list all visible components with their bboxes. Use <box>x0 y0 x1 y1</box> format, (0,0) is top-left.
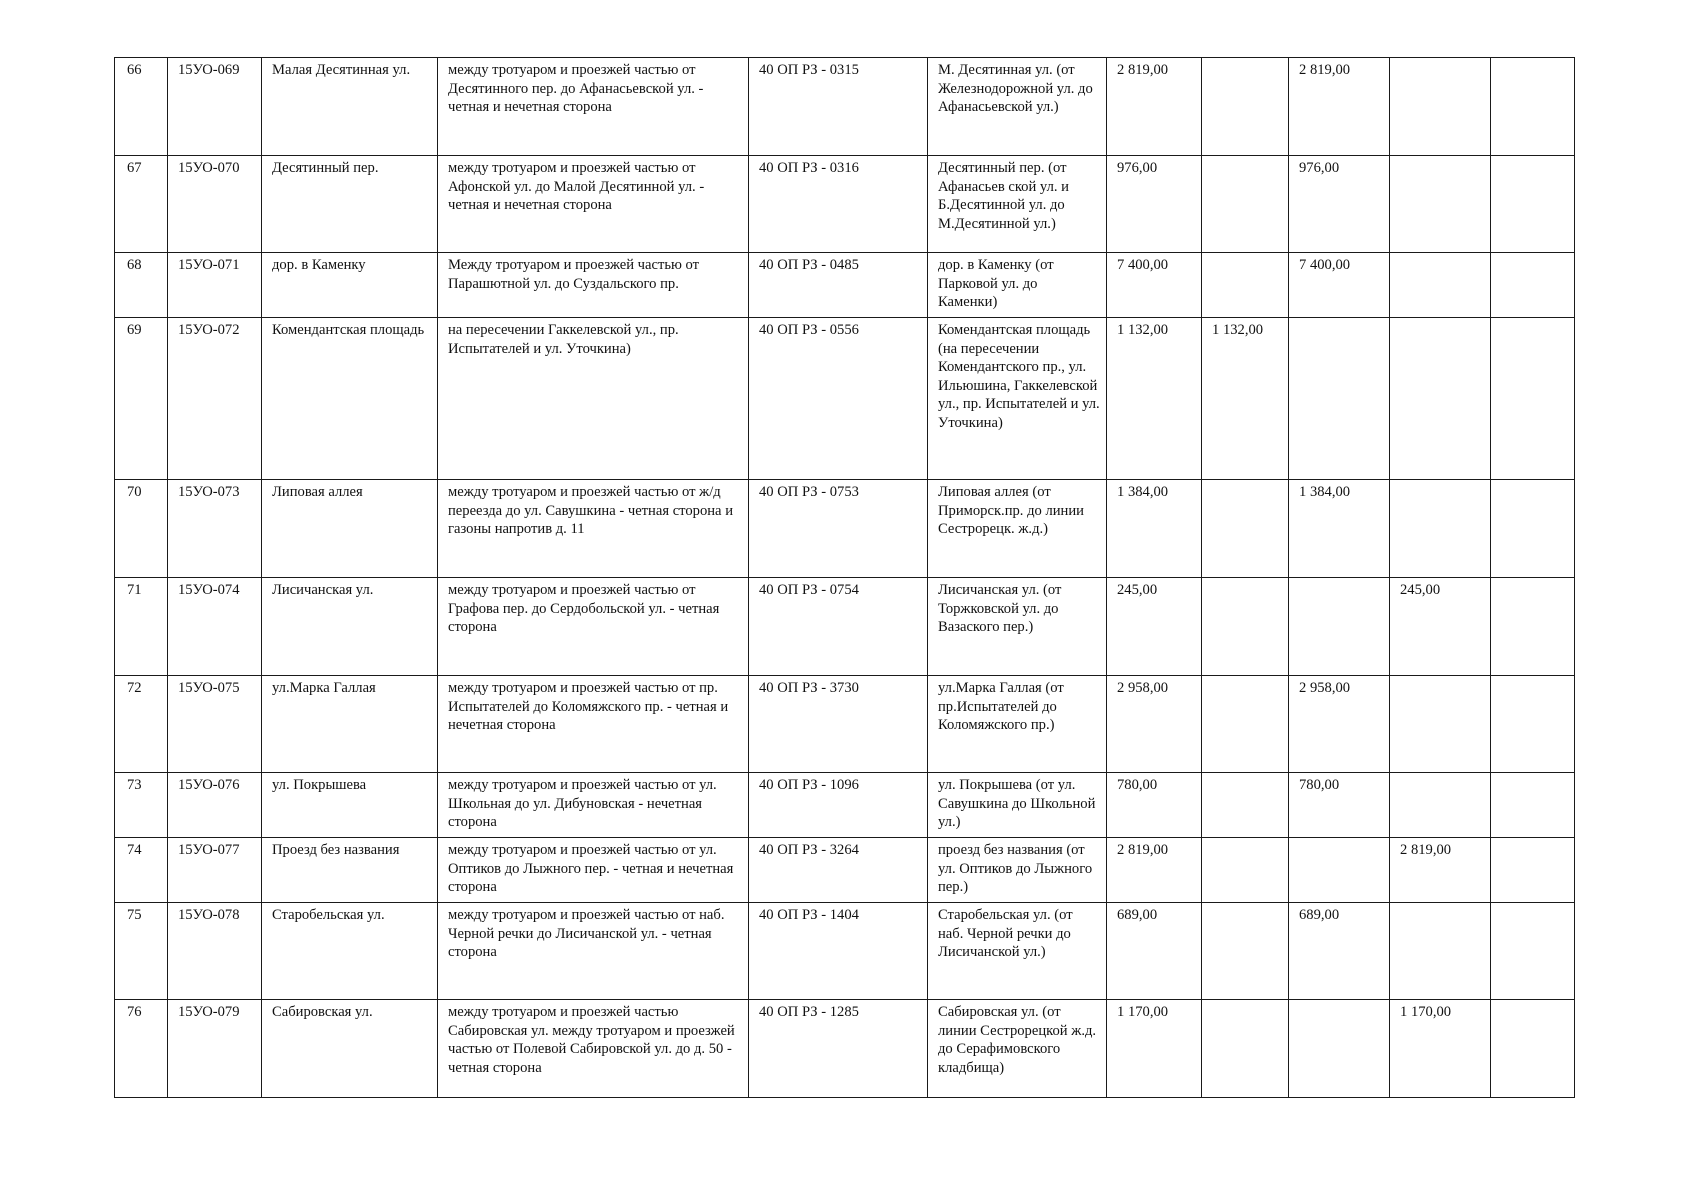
street-name-cell: ул. Покрышева <box>262 773 438 838</box>
location-cell: между тротуаром и проезжей частью Сабировская ул. между тротуаром и проезжей частью от Полевой Сабировской ул. до д. 50 - четная сторона <box>438 1000 749 1098</box>
location-cell: между тротуаром и проезжей частью от ул. Оптиков до Лыжного пер. - четная и нечетная сторона <box>438 838 749 903</box>
total-area-cell: 7 400,00 <box>1107 253 1202 318</box>
road-description-cell: Комендантская площадь (на пересечении Комендантского пр., ул. Ильюшина, Гаккелевской ул., пр. Испытателей и ул. Уточкина) <box>928 318 1107 480</box>
area-col4-cell <box>1491 903 1575 1000</box>
area-col3-cell <box>1390 903 1491 1000</box>
table-row <box>115 838 1575 903</box>
object-code-cell: 15УО-077 <box>168 838 262 903</box>
table-row <box>115 58 1575 156</box>
area-col2-cell: 1 384,00 <box>1289 480 1390 578</box>
table-row <box>115 156 1575 253</box>
object-code-cell: 15УО-071 <box>168 253 262 318</box>
area-col1-cell <box>1202 676 1289 773</box>
area-col2-cell <box>1289 1000 1390 1098</box>
area-col3-cell <box>1390 773 1491 838</box>
row-number-cell: 68 <box>115 253 168 318</box>
object-code-cell: 15УО-076 <box>168 773 262 838</box>
road-id-cell: 40 ОП РЗ - 0753 <box>749 480 928 578</box>
registry-sheet <box>114 57 1575 1098</box>
road-id-cell: 40 ОП РЗ - 0316 <box>749 156 928 253</box>
area-col3-cell <box>1390 318 1491 480</box>
road-id-cell: 40 ОП РЗ - 0315 <box>749 58 928 156</box>
area-col3-cell <box>1390 156 1491 253</box>
road-description-cell: Лисичанская ул. (от Торжковской ул. до Вазаского пер.) <box>928 578 1107 676</box>
area-col2-cell <box>1289 578 1390 676</box>
table-row <box>115 253 1575 318</box>
area-col4-cell <box>1491 838 1575 903</box>
street-name-cell: ул.Марка Галлая <box>262 676 438 773</box>
road-description-cell: Старобельская ул. (от наб. Черной речки до Лисичанской ул.) <box>928 903 1107 1000</box>
road-description-cell: Десятинный пер. (от Афанасьев ской ул. и Б.Десятинной ул. до М.Десятинной ул.) <box>928 156 1107 253</box>
area-col4-cell <box>1491 253 1575 318</box>
area-col1-cell <box>1202 1000 1289 1098</box>
total-area-cell: 689,00 <box>1107 903 1202 1000</box>
area-col3-cell <box>1390 676 1491 773</box>
area-col2-cell <box>1289 318 1390 480</box>
row-number-cell: 72 <box>115 676 168 773</box>
street-name-cell: Проезд без названия <box>262 838 438 903</box>
registry-table <box>114 57 1575 1098</box>
area-col4-cell <box>1491 578 1575 676</box>
area-col4-cell <box>1491 318 1575 480</box>
area-col1-cell: 1 132,00 <box>1202 318 1289 480</box>
row-number-cell: 71 <box>115 578 168 676</box>
location-cell: между тротуаром и проезжей частью от ул. Школьная до ул. Дибуновская - нечетная сторона <box>438 773 749 838</box>
area-col1-cell <box>1202 480 1289 578</box>
total-area-cell: 245,00 <box>1107 578 1202 676</box>
area-col4-cell <box>1491 480 1575 578</box>
row-number-cell: 75 <box>115 903 168 1000</box>
location-cell: между тротуаром и проезжей частью от Афонской ул. до Малой Десятинной ул. - четная и нечетная сторона <box>438 156 749 253</box>
area-col3-cell: 2 819,00 <box>1390 838 1491 903</box>
area-col2-cell: 7 400,00 <box>1289 253 1390 318</box>
area-col2-cell: 976,00 <box>1289 156 1390 253</box>
road-description-cell: Сабировская ул. (от линии Сестрорецкой ж.д. до Серафимовского кладбища) <box>928 1000 1107 1098</box>
total-area-cell: 2 819,00 <box>1107 838 1202 903</box>
row-number-cell: 69 <box>115 318 168 480</box>
table-row <box>115 676 1575 773</box>
location-cell: Между тротуаром и проезжей частью от Парашютной ул. до Суздальского пр. <box>438 253 749 318</box>
road-id-cell: 40 ОП РЗ - 1404 <box>749 903 928 1000</box>
road-description-cell: ул. Покрышева (от ул. Савушкина до Школьной ул.) <box>928 773 1107 838</box>
area-col1-cell <box>1202 156 1289 253</box>
road-description-cell: М. Десятинная ул. (от Железнодорожной ул. до Афанасьевской ул.) <box>928 58 1107 156</box>
area-col4-cell <box>1491 156 1575 253</box>
object-code-cell: 15УО-079 <box>168 1000 262 1098</box>
table-row <box>115 318 1575 480</box>
road-id-cell: 40 ОП РЗ - 1285 <box>749 1000 928 1098</box>
road-id-cell: 40 ОП РЗ - 3264 <box>749 838 928 903</box>
area-col1-cell <box>1202 903 1289 1000</box>
object-code-cell: 15УО-072 <box>168 318 262 480</box>
street-name-cell: Десятинный пер. <box>262 156 438 253</box>
area-col3-cell: 245,00 <box>1390 578 1491 676</box>
table-row <box>115 773 1575 838</box>
location-cell: между тротуаром и проезжей частью от пр. Испытателей до Коломяжского пр. - четная и нечетная сторона <box>438 676 749 773</box>
road-description-cell: ул.Марка Галлая (от пр.Испытателей до Коломяжского пр.) <box>928 676 1107 773</box>
object-code-cell: 15УО-075 <box>168 676 262 773</box>
area-col2-cell <box>1289 838 1390 903</box>
total-area-cell: 1 384,00 <box>1107 480 1202 578</box>
total-area-cell: 1 170,00 <box>1107 1000 1202 1098</box>
area-col4-cell <box>1491 1000 1575 1098</box>
table-row <box>115 578 1575 676</box>
area-col1-cell <box>1202 838 1289 903</box>
table-row <box>115 1000 1575 1098</box>
row-number-cell: 74 <box>115 838 168 903</box>
location-cell: между тротуаром и проезжей частью от наб. Черной речки до Лисичанской ул. - четная сторона <box>438 903 749 1000</box>
road-description-cell: проезд без названия (от ул. Оптиков до Лыжного пер.) <box>928 838 1107 903</box>
area-col2-cell: 2 958,00 <box>1289 676 1390 773</box>
road-id-cell: 40 ОП РЗ - 0485 <box>749 253 928 318</box>
table-row <box>115 480 1575 578</box>
area-col2-cell: 780,00 <box>1289 773 1390 838</box>
total-area-cell: 1 132,00 <box>1107 318 1202 480</box>
street-name-cell: Малая Десятинная ул. <box>262 58 438 156</box>
area-col1-cell <box>1202 773 1289 838</box>
area-col4-cell <box>1491 58 1575 156</box>
area-col2-cell: 689,00 <box>1289 903 1390 1000</box>
location-cell: между тротуаром и проезжей частью от Графова пер. до Сердобольской ул. - четная сторона <box>438 578 749 676</box>
table-row <box>115 903 1575 1000</box>
total-area-cell: 780,00 <box>1107 773 1202 838</box>
area-col3-cell <box>1390 58 1491 156</box>
row-number-cell: 66 <box>115 58 168 156</box>
object-code-cell: 15УО-070 <box>168 156 262 253</box>
street-name-cell: Липовая аллея <box>262 480 438 578</box>
road-id-cell: 40 ОП РЗ - 1096 <box>749 773 928 838</box>
location-cell: на пересечении Гаккелевской ул., пр. Испытателей и ул. Уточкина) <box>438 318 749 480</box>
area-col2-cell: 2 819,00 <box>1289 58 1390 156</box>
road-id-cell: 40 ОП РЗ - 0556 <box>749 318 928 480</box>
row-number-cell: 67 <box>115 156 168 253</box>
object-code-cell: 15УО-078 <box>168 903 262 1000</box>
total-area-cell: 2 958,00 <box>1107 676 1202 773</box>
location-cell: между тротуаром и проезжей частью от ж/д переезда до ул. Савушкина - четная сторона и газоны напротив д. 11 <box>438 480 749 578</box>
area-col1-cell <box>1202 253 1289 318</box>
area-col1-cell <box>1202 58 1289 156</box>
street-name-cell: Сабировская ул. <box>262 1000 438 1098</box>
total-area-cell: 2 819,00 <box>1107 58 1202 156</box>
area-col3-cell: 1 170,00 <box>1390 1000 1491 1098</box>
area-col4-cell <box>1491 676 1575 773</box>
area-col3-cell <box>1390 480 1491 578</box>
road-id-cell: 40 ОП РЗ - 3730 <box>749 676 928 773</box>
road-id-cell: 40 ОП РЗ - 0754 <box>749 578 928 676</box>
street-name-cell: Старобельская ул. <box>262 903 438 1000</box>
row-number-cell: 70 <box>115 480 168 578</box>
object-code-cell: 15УО-069 <box>168 58 262 156</box>
road-description-cell: Липовая аллея (от Приморск.пр. до линии Сестрорецк. ж.д.) <box>928 480 1107 578</box>
row-number-cell: 73 <box>115 773 168 838</box>
object-code-cell: 15УО-073 <box>168 480 262 578</box>
road-description-cell: дор. в Каменку (от Парковой ул. до Каменки) <box>928 253 1107 318</box>
area-col4-cell <box>1491 773 1575 838</box>
street-name-cell: дор. в Каменку <box>262 253 438 318</box>
area-col3-cell <box>1390 253 1491 318</box>
location-cell: между тротуаром и проезжей частью от Десятинного пер. до Афанасьевской ул. - четная и нечетная сторона <box>438 58 749 156</box>
area-col1-cell <box>1202 578 1289 676</box>
street-name-cell: Комендантская площадь <box>262 318 438 480</box>
street-name-cell: Лисичанская ул. <box>262 578 438 676</box>
object-code-cell: 15УО-074 <box>168 578 262 676</box>
row-number-cell: 76 <box>115 1000 168 1098</box>
total-area-cell: 976,00 <box>1107 156 1202 253</box>
